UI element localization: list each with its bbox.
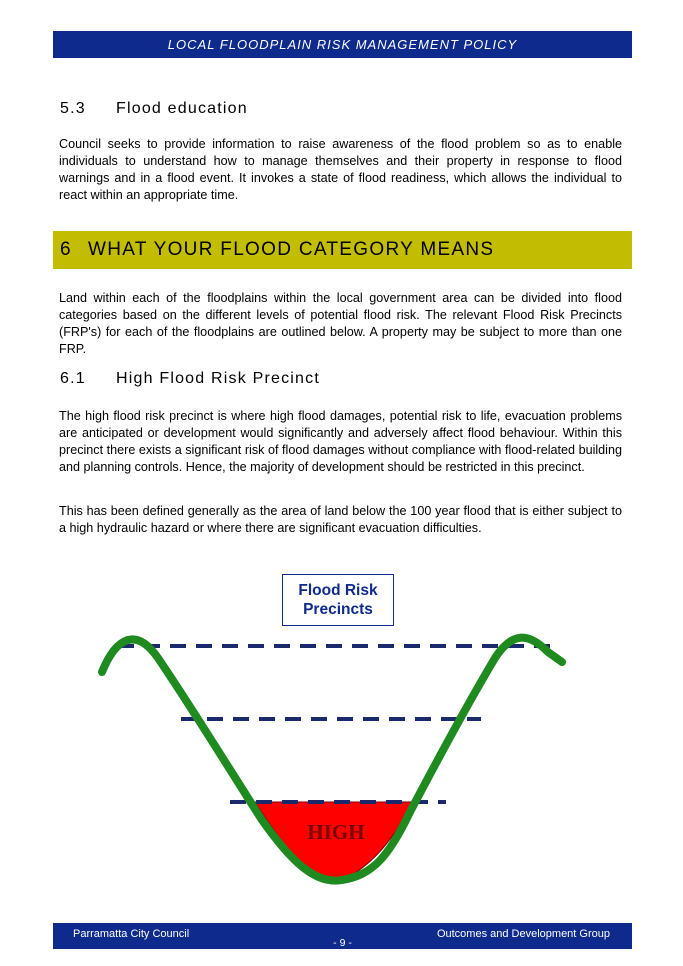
- high-zone-label: HIGH: [307, 820, 365, 844]
- footer-council: Parramatta City Council: [73, 928, 190, 940]
- section-6-1-number: 6.1: [60, 370, 86, 387]
- section-6-1-title: High Flood Risk Precinct: [116, 370, 320, 387]
- legend-line-2: Precincts: [303, 601, 373, 618]
- header-title: LOCAL FLOODPLAIN RISK MANAGEMENT POLICY: [167, 37, 518, 52]
- section-6-number: 6: [60, 239, 72, 260]
- page-footer: [53, 923, 632, 949]
- section-6-1-body-1: The high flood risk precinct is where high flood damages, potential risk to life, evacuation problems are anticipated or development would significantly and adversely affect flood behaviour. Within this precinct there exists a significant risk of flood damages without compliance with flood-related building and planning controls. Hence, the majority of development should be restricted in this precinct.: [59, 409, 622, 474]
- section-6-1-body-2: This has been defined generally as the area of land below the 100 year flood that is either subject to a high hydraulic hazard or where there are significant evacuation difficulties.: [59, 504, 622, 535]
- section-5-3-body: Council seeks to provide information to raise awareness of the flood problem so as to enable individuals to understand how to manage themselves and their property in response to flood warnings and in a flood event. It invokes a state of flood readiness, which allows the individual to react within an appropriate time.: [59, 137, 622, 202]
- section-5-3-number: 5.3: [60, 100, 86, 117]
- section-5-3-title: Flood education: [116, 100, 248, 117]
- section-6-title: WHAT YOUR FLOOD CATEGORY MEANS: [88, 239, 495, 260]
- legend-box: [282, 574, 394, 626]
- section-6-body: Land within each of the floodplains within the local government area can be divided into flood categories based on the different levels of potential flood risk. The relevant Flood Risk Precincts (FRP's) for each of the floodplains are outlined below. A property may be subject to more than one FRP.: [59, 291, 622, 356]
- footer-page-number: - 9 -: [333, 937, 352, 949]
- footer-group: Outcomes and Development Group: [436, 928, 610, 940]
- legend-line-1: Flood Risk: [298, 582, 378, 599]
